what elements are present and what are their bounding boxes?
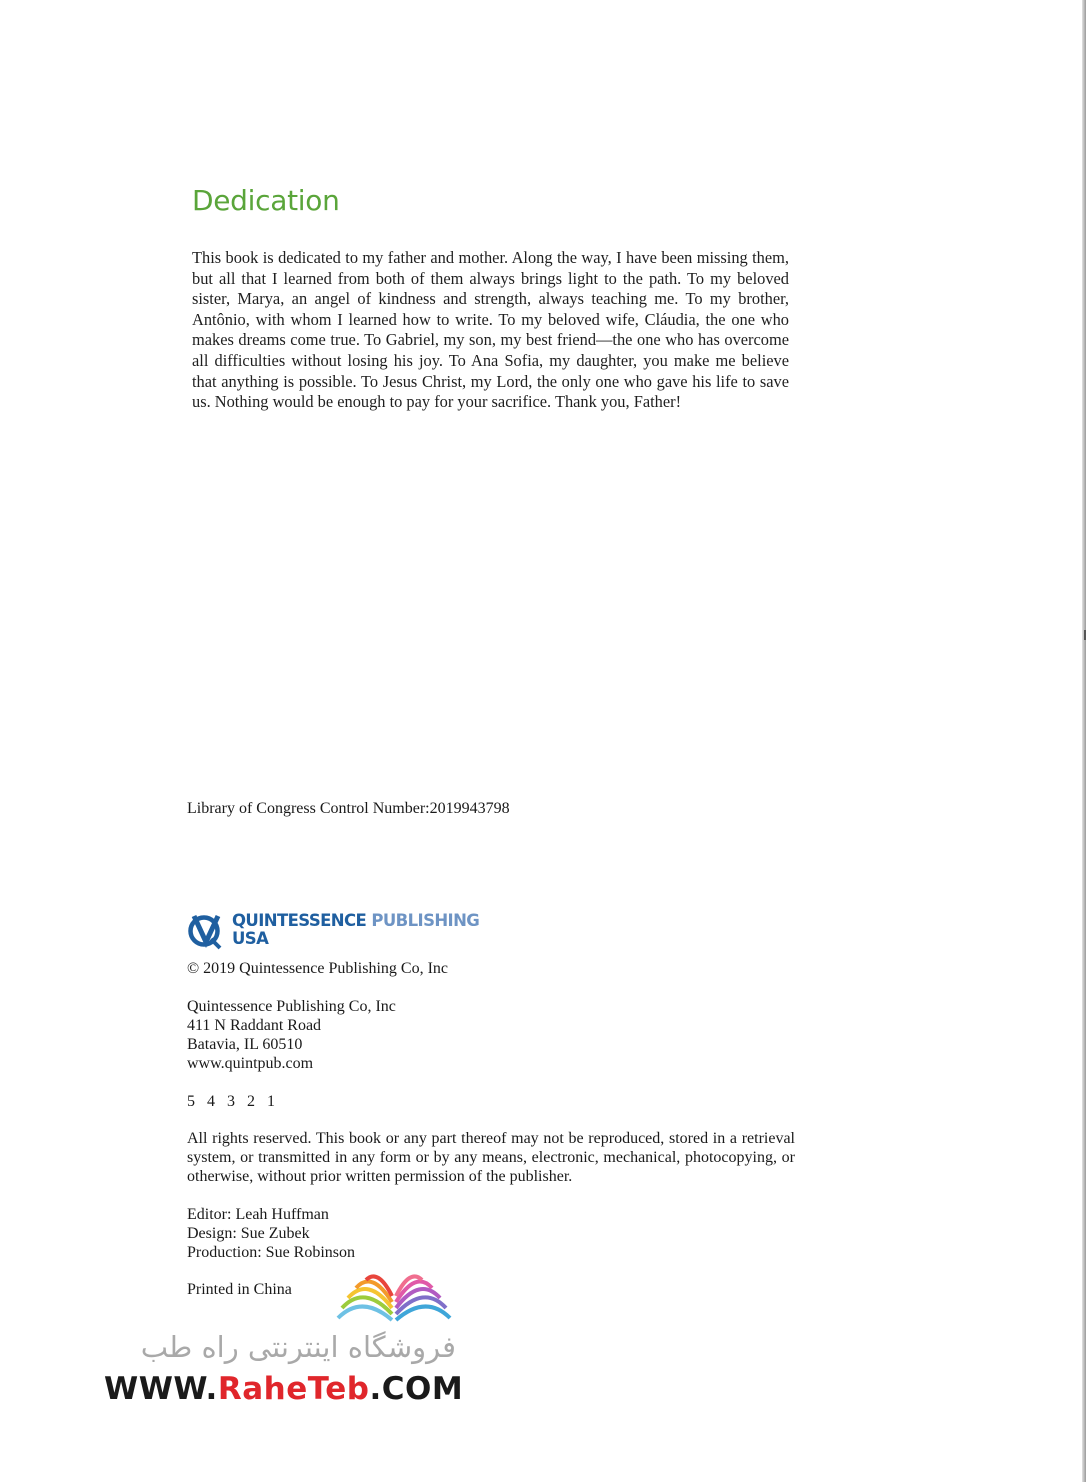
url-prefix: WWW.: [104, 1371, 218, 1407]
publisher-logo: [187, 910, 507, 952]
lccn-number: Library of Congress Control Number:2019943798: [187, 800, 510, 817]
quintessence-logo-icon: [187, 912, 227, 950]
logo-country: USA: [232, 929, 269, 948]
url-brand: RaheTeb: [217, 1371, 370, 1407]
printing-number-line: 5 4 3 2 1: [187, 1093, 275, 1110]
logo-name-bold: QUINTESSENCE: [232, 911, 367, 930]
address-company: Quintessence Publishing Co, Inc: [187, 998, 396, 1015]
address-website: www.quintpub.com: [187, 1055, 314, 1072]
dedication-title: Dedication: [192, 184, 340, 217]
credit-production: Production: Sue Robinson: [187, 1244, 356, 1261]
watermark-url: [104, 1371, 463, 1407]
copyright-line: © 2019 Quintessence Publishing Co, Inc: [187, 960, 449, 977]
address-city: Batavia, IL 60510: [187, 1036, 303, 1053]
address-street: 411 N Raddant Road: [187, 1017, 322, 1034]
credit-editor: Editor: Leah Huffman: [187, 1206, 329, 1223]
open-book-icon: [332, 1268, 456, 1328]
url-suffix: .COM: [369, 1371, 464, 1407]
publisher-logo-text: [232, 912, 479, 948]
watermark-persian-text: فروشگاه اینترنتی راه طب: [140, 1330, 456, 1364]
watermark: [100, 1268, 464, 1418]
logo-name-light: PUBLISHING: [371, 911, 480, 930]
publisher-address: [187, 997, 396, 1073]
dedication-text: This book is dedicated to my father and mother. Along the way, I have been missing them, but all that I learned from both of them always brings light to the path. To my beloved sister, Marya, an angel of kindness and strength, always teaching me. To my brother, Antônio, with whom I learned how to write. To my beloved wife, Cláudia, the one who makes dreams come true. To Gabriel, my son, my best friend—the one who has overcome all difficulties without losing his joy. To Ana Sofia, my daughter, you make me believe that anything is possible. To Jesus Christ, my Lord, the only one who gave his life to save us. Nothing would be enough to pay for your sacrifice. Thank you, Father!: [192, 248, 789, 412]
credit-design: Design: Sue Zubek: [187, 1225, 310, 1242]
printed-in: Printed in China: [187, 1281, 292, 1298]
rights-statement: All rights reserved. This book or any part thereof may not be reproduced, stored in a retrieval system, or transmitted in any form or by any means, electronic, mechanical, photocopying, or otherwise, without prior written permission of the publisher.: [187, 1130, 795, 1185]
page-edge-shadow: [1082, 0, 1086, 1482]
credits: [187, 1205, 355, 1262]
